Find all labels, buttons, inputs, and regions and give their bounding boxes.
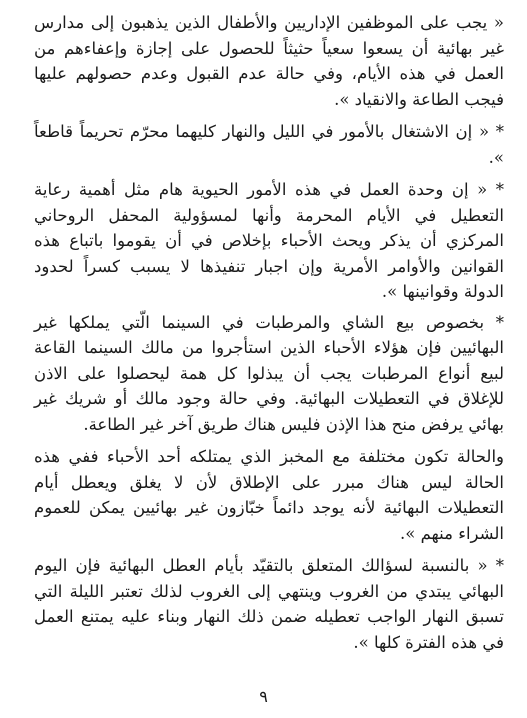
paragraph-2: * « إن الاشتغال بالأمور في الليل والنهار كليهما محرّم تحريماً قاطعاً ». xyxy=(34,122,504,167)
paragraph-5: والحالة تكون مختلفة مع المخبز الذي يمتلكه أحد الأحباء ففي هذه الحالة ليس هناك مبرر على الإطلاق لأن لا يغلق ويعطل أيام التعطيلات البهائية لأنه يوجد دائماً خبّازون غير بهائيين يمكن للعموم الشراء منهم ». xyxy=(34,447,504,543)
paragraph-4: * بخصوص بيع الشاي والمرطبات في السينما الّتي يملكها غير البهائيين فإن هؤلاء الأحباء الذين استأجروا من مالك السينما القاعة لبيع أنواع المرطبات يجب أن يبذلوا كل همة ليحصلوا على الاذن للإغلاق في التعطيلات البهائية. وفي حالة وجود مالك أو شريك غير بهائي يرفض منح هذا الإذن فليس هناك طريق آخر غير الطاعة. xyxy=(34,312,504,434)
page-number: ٩ xyxy=(259,687,268,706)
paragraph-6: * « بالنسبة لسؤالك المتعلق بالتقيّد بأيام العطل البهائية فإن اليوم البهائي يبتدي من الغروب وينتهي إلى الغروب لذلك تعتبر الليلة التي تسبق النهار الواجب تعطيله ضمن ذلك النهار وبناء عليه يمتنع العمل في هذه الفترة كلها ». xyxy=(34,556,504,652)
body-text xyxy=(34,10,504,661)
paragraph-3: * « إن وحدة العمل في هذه الأمور الحيوية هام مثل أهمية رعاية التعطيل في الأيام المحرمة وأنها لمسؤولية المحفل الروحاني المركزي أن يذكر ويحث الأحباء بإخلاص في أن يقوموا باتباع هذه القوانين والأوامر الأمرية وإن اجبار تنفيذها لا يسبب كسراً لحدود الدولة وقوانينها ». xyxy=(34,180,504,301)
paragraph-1: « يجب على الموظفين الإداريين والأطفال الذين يذهبون إلى مدارس غير بهائية أن يسعوا سعياً حثيثاً للحصول على إجازة وإعفاءهم من العمل في هذه الأيام، وفي حالة عدم القبول وعدم حصولهم عليها فيجب الطاعة والانقياد ». xyxy=(34,13,504,109)
